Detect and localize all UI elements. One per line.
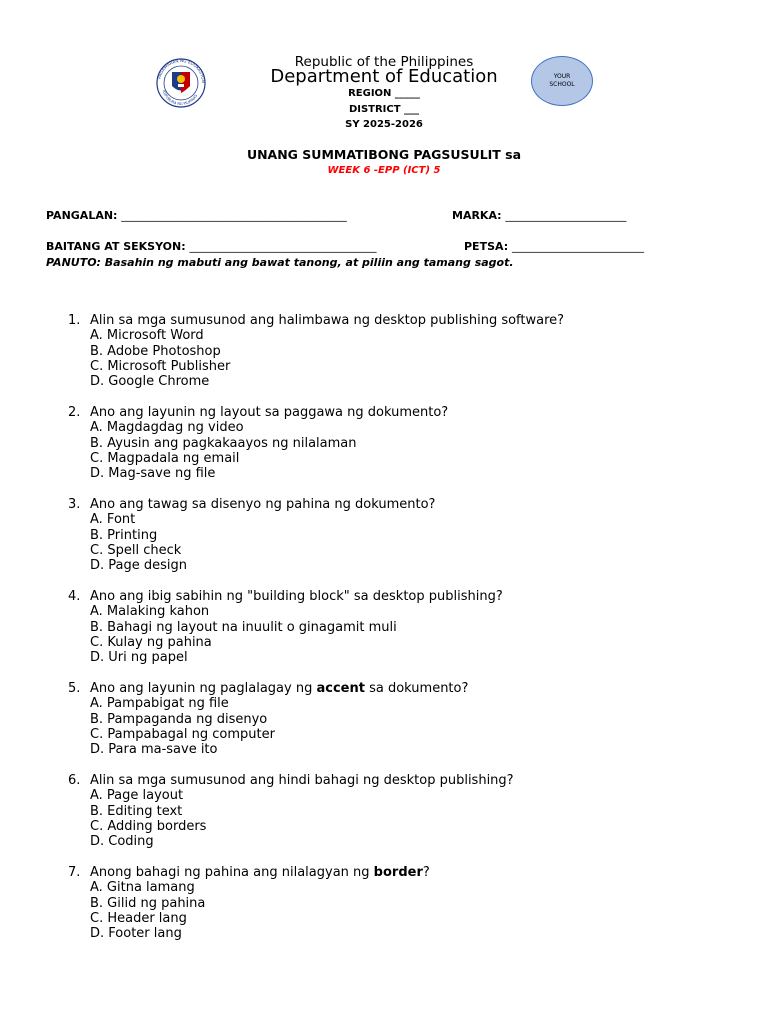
question-number: 4. — [68, 588, 81, 604]
pangalan-blank: _________________________________________ — [121, 209, 347, 222]
petsa-blank: ________________________ — [511, 240, 644, 253]
answer-option: A. Gitna lamang — [90, 880, 195, 896]
answer-option: D. Mag-save ng file — [90, 466, 216, 482]
answer-option: A. Magdagdag ng video — [90, 420, 244, 436]
question-text — [90, 589, 503, 604]
answer-options — [68, 512, 748, 573]
question-text-main: Ano ang tawag sa disenyo ng pahina ng dokumento? — [90, 496, 436, 512]
answer-option: A. Page layout — [90, 788, 184, 804]
header-school-year: SY 2025-2026 — [345, 119, 423, 130]
answer-option: C. Header lang — [90, 910, 187, 926]
question-stem — [68, 589, 748, 604]
marka-label: MARKA: — [452, 209, 502, 222]
question-item — [68, 773, 748, 849]
answer-options — [68, 328, 748, 389]
question-number: 5. — [68, 680, 81, 696]
answer-option: B. Pampaganda ng disenyo — [90, 711, 268, 727]
question-item — [68, 405, 748, 481]
baitang-label: BAITANG AT SEKSYON: — [46, 240, 186, 253]
header-department — [0, 66, 768, 87]
question-text — [90, 865, 430, 880]
answer-option: D. Para ma-save ito — [90, 742, 218, 758]
answer-option: D. Footer lang — [90, 926, 182, 942]
question-text — [90, 497, 435, 512]
question-item — [68, 313, 748, 389]
question-text-main: Ano ang layunin ng paglalagay ng — [90, 680, 317, 696]
answer-option: C. Spell check — [90, 542, 182, 558]
question-text — [90, 681, 468, 696]
answer-option: D. Uri ng papel — [90, 650, 188, 666]
answer-option: C. Pampabagal ng computer — [90, 726, 275, 742]
question-item — [68, 589, 748, 665]
question-text-emphasis: border — [373, 864, 423, 880]
answer-options — [68, 788, 748, 849]
petsa-label: PETSA: — [464, 240, 509, 253]
answer-option: C. Magpadala ng email — [90, 450, 240, 466]
answer-option: C. Adding borders — [90, 818, 207, 834]
answer-options — [68, 880, 748, 941]
pangalan-label: PANGALAN: — [46, 209, 118, 222]
answer-option: B. Bahagi ng layout na inuulit o ginagamit muli — [90, 619, 397, 635]
answer-option: C. Microsoft Publisher — [90, 358, 231, 374]
question-text-tail: sa dokumento? — [364, 680, 469, 696]
school-badge-line-2: SCHOOL — [549, 81, 575, 88]
answer-options — [68, 696, 748, 757]
header-republic-text: Republic of the Philippines — [294, 54, 474, 70]
question-item — [68, 681, 748, 757]
question-number: 3. — [68, 496, 81, 512]
answer-option: C. Kulay ng pahina — [90, 634, 212, 650]
answer-option: A. Pampabigat ng file — [90, 696, 229, 712]
marka-field — [452, 209, 626, 222]
question-text-main: Alin sa mga sumusunod ang hindi bahagi ng desktop publishing? — [90, 772, 514, 788]
header-district: DISTRICT ___ — [348, 104, 420, 115]
question-text — [90, 773, 514, 788]
answer-option: B. Editing text — [90, 803, 183, 819]
question-stem — [68, 405, 748, 420]
question-text-main: Ano ang ibig sabihin ng "building block" sa desktop publishing? — [90, 588, 503, 604]
header-region: REGION _____ — [348, 88, 420, 99]
question-text-emphasis: accent — [316, 680, 365, 696]
question-item — [68, 497, 748, 573]
question-number: 2. — [68, 404, 81, 420]
answer-option: D. Coding — [90, 834, 154, 850]
answer-option: A. Malaking kahon — [90, 604, 210, 620]
question-stem — [68, 313, 748, 328]
question-text-tail: ? — [422, 864, 430, 880]
question-number: 1. — [68, 313, 81, 328]
exam-subtitle: WEEK 6 -EPP (ICT) 5 — [327, 165, 441, 176]
question-text-main: Anong bahagi ng pahina ang nilalagyan ng — [90, 864, 374, 880]
answer-option: A. Font — [90, 512, 136, 528]
question-number: 7. — [68, 864, 81, 880]
answer-option: D. Page design — [90, 558, 188, 574]
answer-option: A. Microsoft Word — [90, 328, 204, 344]
question-text-main: Alin sa mga sumusunod ang halimbawa ng desktop publishing software? — [90, 313, 565, 328]
question-text — [90, 313, 564, 328]
svg-text:PAGAWARAN NG EDUKASYON: PAGAWARAN NG EDUKASYON — [156, 58, 207, 84]
question-item — [68, 865, 748, 941]
instructions: PANUTO: Basahin ng mabuti ang bawat tanong, at piliin ang tamang sagot. — [46, 256, 514, 269]
school-badge-line-1: YOUR — [553, 73, 571, 80]
question-text-main: Ano ang layunin ng layout sa paggawa ng dokumento? — [90, 404, 449, 420]
answer-option: B. Printing — [90, 527, 158, 543]
question-stem — [68, 865, 748, 880]
header-department-text: Department of Education — [270, 66, 498, 87]
baitang-field — [46, 240, 376, 253]
petsa-field — [464, 240, 644, 253]
exam-title: UNANG SUMMATIBONG PAGSUSULIT sa — [246, 147, 522, 162]
svg-text:REPUBLIKA NG PILIPINAS: REPUBLIKA NG PILIPINAS — [161, 89, 199, 107]
question-text — [90, 405, 448, 420]
pangalan-field — [46, 209, 347, 222]
question-list — [68, 313, 748, 957]
marka-blank: ______________________ — [505, 209, 627, 222]
question-stem — [68, 773, 748, 788]
answer-option: B. Adobe Photoshop — [90, 343, 221, 359]
question-number: 6. — [68, 772, 81, 788]
answer-options — [68, 604, 748, 665]
answer-option: B. Gilid ng pahina — [90, 895, 206, 911]
answer-option: B. Ayusin ang pagkakaayos ng nilalaman — [90, 435, 357, 451]
answer-option: D. Google Chrome — [90, 374, 210, 390]
baitang-blank: __________________________________ — [189, 240, 377, 253]
question-stem — [68, 497, 748, 512]
question-stem — [68, 681, 748, 696]
answer-options — [68, 420, 748, 481]
